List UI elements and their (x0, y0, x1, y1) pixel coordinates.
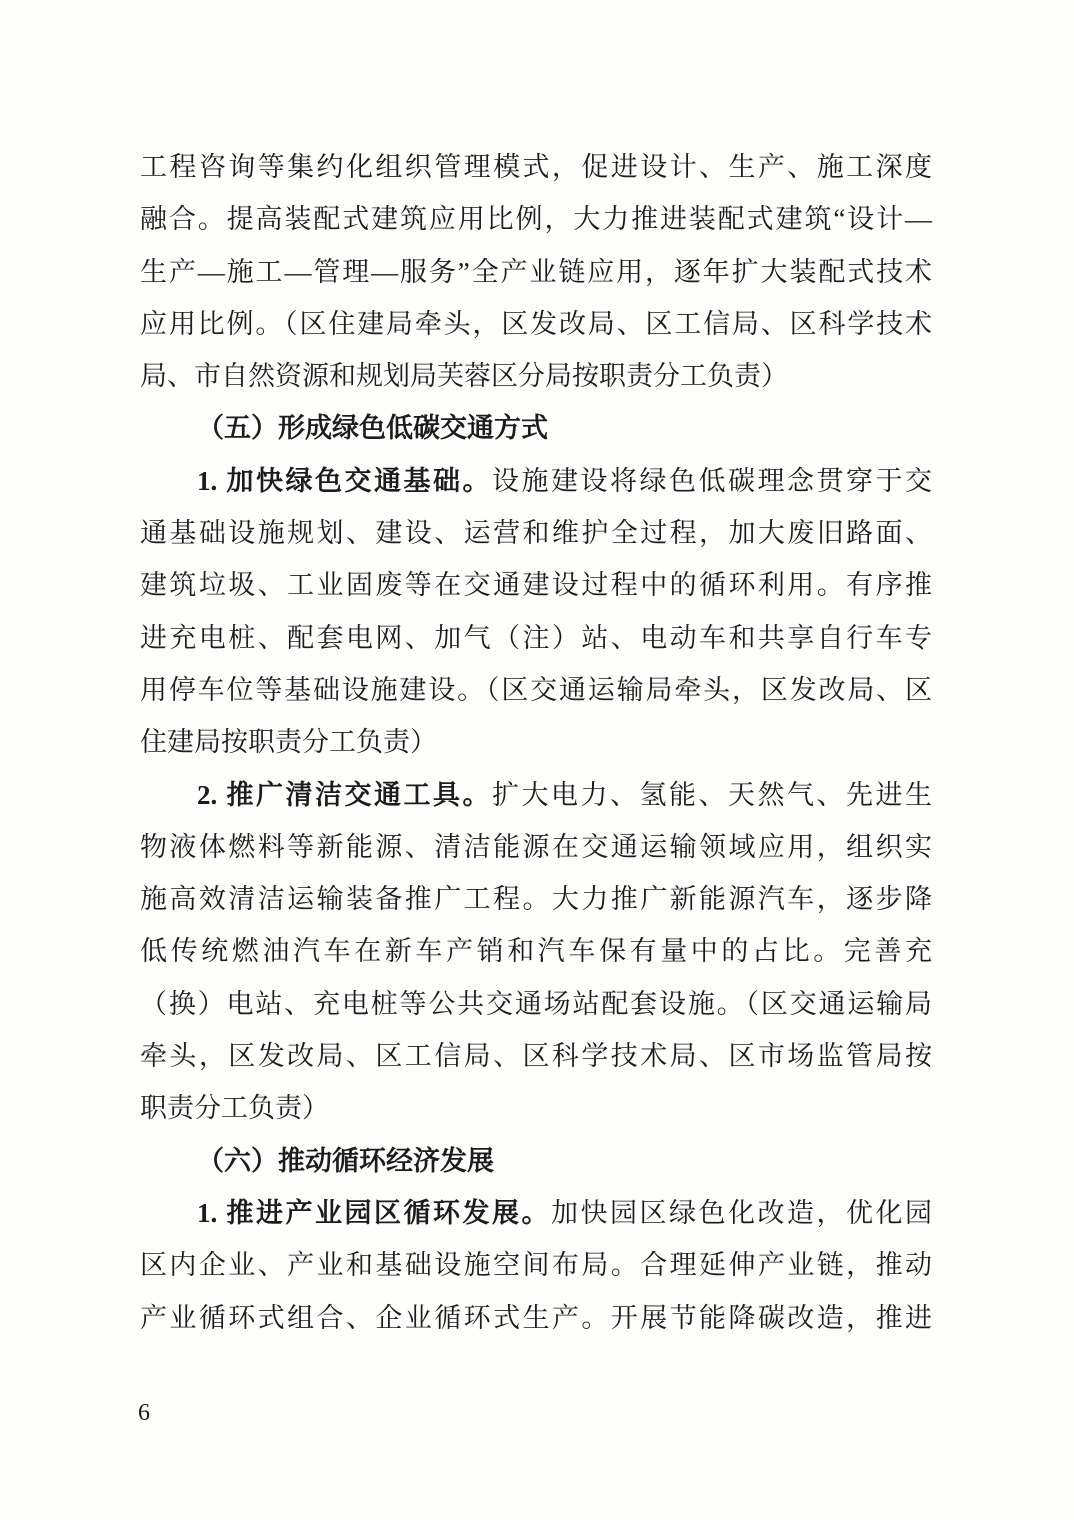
heading-text: （六）推动循环经济发展 (197, 1145, 494, 1176)
section-heading-5 (140, 402, 932, 454)
body-line (140, 978, 932, 1030)
line-text: 加快园区绿色化改造，优化园 (551, 1197, 932, 1228)
line-text: 低传统燃油汽车在新车产销和汽车保有量中的占比。完善充 (140, 936, 932, 967)
line-text: 职责分工负责） (140, 1093, 329, 1124)
heading-text: （五）形成绿色低碳交通方式 (197, 413, 548, 444)
line-text: 融合。提高装配式建筑应用比例，大力推进装配式建筑“设计— (140, 204, 932, 235)
body-line (140, 1082, 932, 1134)
line-text: 物液体燃料等新能源、清洁能源在交通运输领域应用，组织实 (140, 831, 932, 862)
body-line (140, 1239, 932, 1291)
body-line (140, 716, 932, 768)
line-text: 设施建设将绿色低碳理念贯穿于交 (492, 465, 932, 496)
body-line (140, 664, 932, 716)
body-line (140, 1187, 932, 1239)
body-line (140, 350, 932, 402)
body-line (140, 559, 932, 611)
item-lead-bold: 1. 加快绿色交通基础。 (197, 465, 492, 496)
body-line (140, 612, 932, 664)
line-text: 施高效清洁运输装备推广工程。大力推广新能源汽车，逐步降 (140, 884, 932, 915)
section-heading-6 (140, 1135, 932, 1187)
line-text: 用停车位等基础设施建设。（区交通运输局牵头，区发改局、区 (140, 674, 932, 705)
body-line (140, 769, 932, 821)
body-line (140, 193, 932, 245)
body-line (140, 455, 932, 507)
line-text: 进充电桩、配套电网、加气（注）站、电动车和共享自行车专 (140, 622, 932, 653)
line-text: 扩大电力、氢能、天然气、先进生 (492, 779, 932, 810)
body-line (140, 1292, 932, 1344)
line-text: 住建局按职责分工负责） (140, 727, 437, 758)
line-text: 牵头，区发改局、区工信局、区科学技术局、区市场监管局按 (140, 1041, 932, 1072)
line-text: （换）电站、充电桩等公共交通场站配套设施。（区交通运输局 (140, 988, 932, 1019)
line-text: 应用比例。（区住建局牵头，区发改局、区工信局、区科学技术 (140, 308, 932, 339)
line-text: 通基础设施规划、建设、运营和维护全过程，加大废旧路面、 (140, 518, 932, 549)
body-line (140, 246, 932, 298)
body-line (140, 298, 932, 350)
line-text: 工程咨询等集约化组织管理模式，促进设计、生产、施工深度 (140, 152, 932, 182)
body-line (140, 925, 932, 977)
line-text: 区内企业、产业和基础设施空间布局。合理延伸产业链，推动 (140, 1250, 932, 1281)
body-line (140, 1030, 932, 1082)
item-lead-bold: 1. 推进产业园区循环发展。 (197, 1197, 551, 1228)
line-text: 产业循环式组合、企业循环式生产。开展节能降碳改造，推进 (140, 1302, 932, 1333)
body-line (140, 821, 932, 873)
body-line (140, 873, 932, 925)
item-lead-bold: 2. 推广清洁交通工具。 (197, 779, 492, 810)
text-block (140, 141, 932, 1344)
line-text: 生产—施工—管理—服务”全产业链应用，逐年扩大装配式技术 (140, 256, 932, 287)
body-line (140, 141, 932, 193)
body-line (140, 507, 932, 559)
line-text: 建筑垃圾、工业固废等在交通建设过程中的循环利用。有序推 (140, 570, 932, 601)
page-number: 6 (138, 1400, 150, 1426)
line-text: 局、市自然资源和规划局芙蓉区分局按职责分工负责） (140, 361, 788, 392)
